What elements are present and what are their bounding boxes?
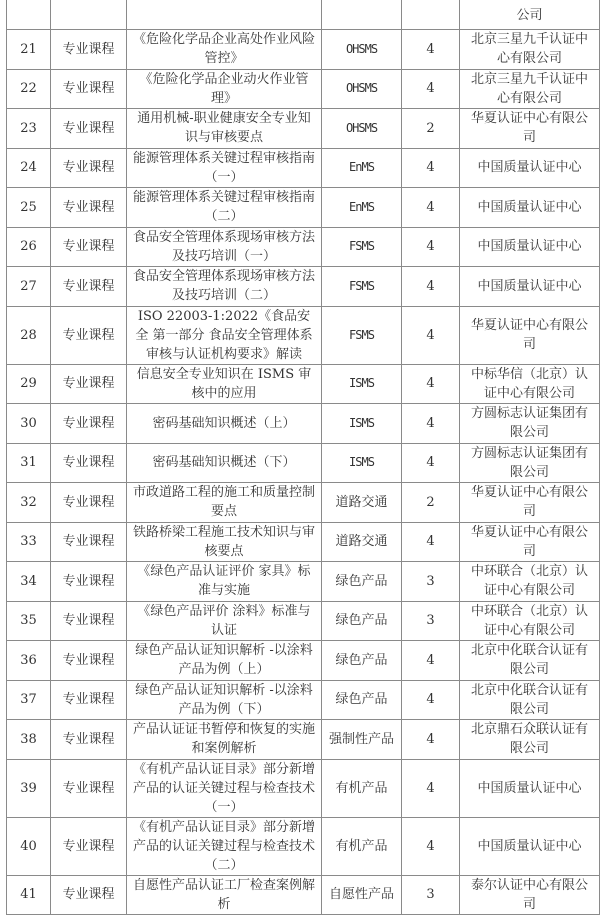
table-row: [7, 227, 600, 267]
cell-course: 市政道路工程的施工和质量控制要点: [127, 483, 322, 523]
cell-type: 专业课程: [51, 443, 127, 483]
cell-organization: 北京三星九千认证中心有限公司: [460, 69, 600, 109]
cell-course: 食品安全管理体系现场审核方法及技巧培训（一）: [127, 227, 322, 267]
cell-organization: 中环联合（北京）认证中心有限公司: [460, 601, 600, 641]
cell-course: 食品安全管理体系现场审核方法及技巧培训（二）: [127, 267, 322, 307]
cell-organization: 中国质量认证中心: [460, 148, 600, 188]
cell-hours: 4: [402, 759, 460, 817]
cell-type: 专业课程: [51, 109, 127, 149]
cell-organization: 中国质量认证中心: [460, 267, 600, 307]
cell-type: 专业课程: [51, 188, 127, 228]
cell-course: 信息安全专业知识在 ISMS 审核中的应用: [127, 364, 322, 404]
cell-category: FSMS: [322, 306, 402, 364]
cell-no: 27: [7, 267, 51, 307]
cell-hours: 4: [402, 148, 460, 188]
table-row: [7, 148, 600, 188]
cell-course: 《绿色产品认证评价 家具》标准与实施: [127, 562, 322, 602]
cell-organization: 中国质量认证中心: [460, 227, 600, 267]
cell-no: 21: [7, 30, 51, 70]
cell-no: 22: [7, 69, 51, 109]
cell-hours: 4: [402, 364, 460, 404]
cell-no: 33: [7, 522, 51, 562]
cell-category: 有机产品: [322, 759, 402, 817]
cell-hours: 4: [402, 188, 460, 228]
cell-organization: 华夏认证中心有限公司: [460, 522, 600, 562]
cell-organization: 中国质量认证中心: [460, 759, 600, 817]
cell-organization: 中国质量认证中心: [460, 817, 600, 875]
table-row: [7, 443, 600, 483]
cell-category: 绿色产品: [322, 641, 402, 681]
cell-hours: 2: [402, 109, 460, 149]
cell-type: 专业课程: [51, 483, 127, 523]
cell-no: 31: [7, 443, 51, 483]
cell-type: 专业课程: [51, 69, 127, 109]
cell-hours: 4: [402, 267, 460, 307]
cell-category: [322, 0, 402, 30]
cell-course: 自愿性产品认证工厂检查案例解析: [127, 875, 322, 915]
course-table: [6, 0, 600, 915]
cell-type: 专业课程: [51, 267, 127, 307]
cell-organization: 华夏认证中心有限公司: [460, 306, 600, 364]
cell-no: 34: [7, 562, 51, 602]
cell-hours: 4: [402, 720, 460, 760]
cell-course: 能源管理体系关键过程审核指南（一）: [127, 148, 322, 188]
cell-no: 24: [7, 148, 51, 188]
table-row: [7, 562, 600, 602]
table-row: [7, 30, 600, 70]
table-row: [7, 641, 600, 681]
cell-course: 通用机械-职业健康安全专业知识与审核要点: [127, 109, 322, 149]
cell-hours: 3: [402, 875, 460, 915]
cell-course: 《绿色产品评价 涂料》标准与认证: [127, 601, 322, 641]
cell-category: 绿色产品: [322, 680, 402, 720]
cell-no: 30: [7, 404, 51, 444]
cell-type: 专业课程: [51, 522, 127, 562]
cell-organization: 中国质量认证中心: [460, 188, 600, 228]
cell-no: 36: [7, 641, 51, 681]
cell-hours: 2: [402, 483, 460, 523]
cell-course: [127, 0, 322, 30]
cell-type: 专业课程: [51, 30, 127, 70]
cell-type: 专业课程: [51, 306, 127, 364]
table-row: [7, 188, 600, 228]
cell-type: 专业课程: [51, 562, 127, 602]
table-row: [7, 601, 600, 641]
cell-no: 28: [7, 306, 51, 364]
table-row: [7, 69, 600, 109]
cell-hours: 3: [402, 601, 460, 641]
cell-type: 专业课程: [51, 720, 127, 760]
cell-type: 专业课程: [51, 404, 127, 444]
cell-type: 专业课程: [51, 601, 127, 641]
cell-course: 铁路桥梁工程施工技术知识与审核要点: [127, 522, 322, 562]
cell-course: ISO 22003-1:2022《食品安全 第一部分 食品安全管理体系 审核与认证机构要求》解读: [127, 306, 322, 364]
cell-course: 能源管理体系关键过程审核指南（二）: [127, 188, 322, 228]
table-row: [7, 680, 600, 720]
table-row: [7, 817, 600, 875]
cell-no: 25: [7, 188, 51, 228]
cell-hours: 4: [402, 227, 460, 267]
cell-organization: 方圆标志认证集团有限公司: [460, 404, 600, 444]
table-row: [7, 364, 600, 404]
cell-type: [51, 0, 127, 30]
table-row: [7, 759, 600, 817]
cell-no: 26: [7, 227, 51, 267]
cell-category: FSMS: [322, 267, 402, 307]
cell-organization: 北京三星九千认证中心有限公司: [460, 30, 600, 70]
cell-organization: 华夏认证中心有限公司: [460, 109, 600, 149]
cell-organization: 华夏认证中心有限公司: [460, 483, 600, 523]
cell-category: ISMS: [322, 404, 402, 444]
table-row: [7, 483, 600, 523]
cell-category: ISMS: [322, 364, 402, 404]
cell-no: 29: [7, 364, 51, 404]
table-row: [7, 875, 600, 915]
cell-organization: 方圆标志认证集团有限公司: [460, 443, 600, 483]
cell-course: 《危险化学品企业动火作业管理》: [127, 69, 322, 109]
cell-course: 绿色产品认证知识解析 -以涂料产品为例（下）: [127, 680, 322, 720]
cell-course: 《有机产品认证目录》部分新增产品的认证关键过程与检查技术（一）: [127, 759, 322, 817]
cell-course: 《有机产品认证目录》部分新增产品的认证关键过程与检查技术（二）: [127, 817, 322, 875]
cell-organization: 北京鼎石众联认证有限公司: [460, 720, 600, 760]
cell-category: OHSMS: [322, 109, 402, 149]
cell-type: 专业课程: [51, 817, 127, 875]
cell-category: 道路交通: [322, 522, 402, 562]
cell-hours: 4: [402, 69, 460, 109]
cell-category: 道路交通: [322, 483, 402, 523]
cell-hours: 4: [402, 522, 460, 562]
cell-type: 专业课程: [51, 227, 127, 267]
cell-no: 32: [7, 483, 51, 523]
cell-no: 40: [7, 817, 51, 875]
cell-no: 41: [7, 875, 51, 915]
cell-hours: 4: [402, 641, 460, 681]
cell-hours: 4: [402, 443, 460, 483]
cell-no: [7, 0, 51, 30]
cell-hours: [402, 0, 460, 30]
cell-organization: 公司: [460, 0, 600, 30]
cell-course: 密码基础知识概述（上）: [127, 404, 322, 444]
table-row: [7, 306, 600, 364]
cell-type: 专业课程: [51, 680, 127, 720]
cell-category: EnMS: [322, 148, 402, 188]
table-row: [7, 267, 600, 307]
cell-type: 专业课程: [51, 875, 127, 915]
cell-category: 绿色产品: [322, 601, 402, 641]
cell-course: 产品认证证书暂停和恢复的实施和案例解析: [127, 720, 322, 760]
cell-type: 专业课程: [51, 364, 127, 404]
table-row: [7, 720, 600, 760]
cell-hours: 4: [402, 817, 460, 875]
cell-category: 自愿性产品: [322, 875, 402, 915]
cell-organization: 北京中化联合认证有限公司: [460, 641, 600, 681]
cell-hours: 4: [402, 680, 460, 720]
table-row: [7, 109, 600, 149]
cell-organization: 中环联合（北京）认证中心有限公司: [460, 562, 600, 602]
cell-category: 强制性产品: [322, 720, 402, 760]
cell-organization: 泰尔认证中心有限公司: [460, 875, 600, 915]
cell-category: OHSMS: [322, 69, 402, 109]
cell-category: OHSMS: [322, 30, 402, 70]
cell-type: 专业课程: [51, 641, 127, 681]
cell-type: 专业课程: [51, 148, 127, 188]
cell-hours: 3: [402, 562, 460, 602]
cell-category: 有机产品: [322, 817, 402, 875]
cell-category: EnMS: [322, 188, 402, 228]
cell-no: 23: [7, 109, 51, 149]
cell-organization: 北京中化联合认证有限公司: [460, 680, 600, 720]
cell-no: 35: [7, 601, 51, 641]
cell-hours: 4: [402, 306, 460, 364]
cell-organization: 中标华信（北京）认证中心有限公司: [460, 364, 600, 404]
cell-hours: 4: [402, 404, 460, 444]
cell-no: 37: [7, 680, 51, 720]
table-row-continued: [7, 0, 600, 30]
cell-hours: 4: [402, 30, 460, 70]
cell-no: 39: [7, 759, 51, 817]
cell-course: 密码基础知识概述（下）: [127, 443, 322, 483]
table-row: [7, 404, 600, 444]
cell-category: 绿色产品: [322, 562, 402, 602]
cell-no: 38: [7, 720, 51, 760]
cell-course: 《危险化学品企业高处作业风险管控》: [127, 30, 322, 70]
cell-course: 绿色产品认证知识解析 -以涂料产品为例（上）: [127, 641, 322, 681]
table-row: [7, 522, 600, 562]
cell-category: ISMS: [322, 443, 402, 483]
cell-category: FSMS: [322, 227, 402, 267]
cell-type: 专业课程: [51, 759, 127, 817]
